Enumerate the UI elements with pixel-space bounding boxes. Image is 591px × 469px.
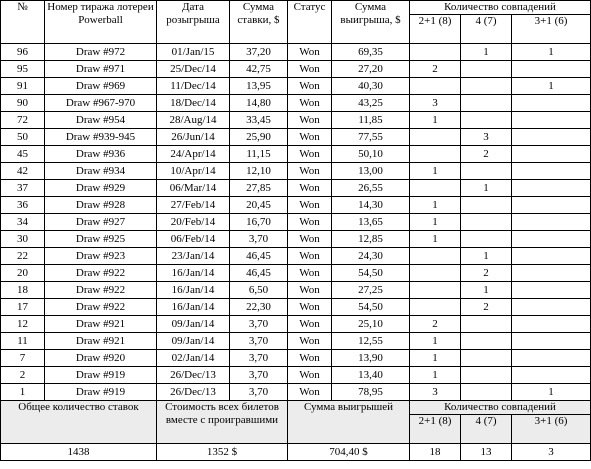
cell-match-2plus1 [410,299,461,316]
cell-win: 26,55 [332,180,410,197]
cell-win: 54,50 [332,299,410,316]
cell-match-2plus1 [410,282,461,299]
cell-match-3plus1 [512,231,591,248]
cell-draw: Draw #921 [45,316,157,333]
cell-num: 37 [1,180,45,197]
cell-match-4: 1 [461,180,512,197]
cell-draw: Draw #954 [45,112,157,129]
header-date: Дата розыгрыша [157,1,230,44]
header-status: Статус [288,1,332,44]
cell-draw: Draw #922 [45,265,157,282]
table-row [1,333,591,350]
summary-match-4: 4 (7) [461,415,512,444]
cell-status: Won [288,146,332,163]
cell-bet: 25,90 [230,129,288,146]
cell-num: 30 [1,231,45,248]
cell-status: Won [288,265,332,282]
cell-num: 45 [1,146,45,163]
cell-match-4: 1 [461,248,512,265]
cell-match-2plus1: 1 [410,367,461,384]
table-row [1,265,591,282]
cell-date: 26/Dec/13 [157,384,230,401]
cell-bet: 27,85 [230,180,288,197]
cell-match-2plus1 [410,146,461,163]
cell-match-3plus1 [512,112,591,129]
cell-status: Won [288,163,332,180]
cell-match-3plus1 [512,367,591,384]
cell-bet: 3,70 [230,384,288,401]
cell-match-3plus1: 1 [512,44,591,61]
cell-match-3plus1 [512,299,591,316]
cell-win: 13,40 [332,367,410,384]
cell-status: Won [288,316,332,333]
cell-match-3plus1 [512,316,591,333]
cell-num: 17 [1,299,45,316]
cell-match-4: 2 [461,146,512,163]
cell-bet: 22,30 [230,299,288,316]
cell-bet: 11,15 [230,146,288,163]
cell-match-4 [461,214,512,231]
table-row [1,163,591,180]
cell-status: Won [288,384,332,401]
cell-bet: 3,70 [230,316,288,333]
cell-num: 50 [1,129,45,146]
cell-match-4: 3 [461,129,512,146]
table-row [1,112,591,129]
cell-match-3plus1 [512,197,591,214]
cell-num: 36 [1,197,45,214]
cell-date: 10/Apr/14 [157,163,230,180]
summary-cost: 1352 $ [157,444,288,461]
cell-match-4: 2 [461,265,512,282]
cell-match-2plus1 [410,265,461,282]
cell-draw: Draw #971 [45,61,157,78]
cell-win: 77,55 [332,129,410,146]
cell-bet: 3,70 [230,231,288,248]
header-row [1,1,591,15]
cell-match-2plus1: 1 [410,231,461,248]
cell-num: 12 [1,316,45,333]
cell-win: 25,10 [332,316,410,333]
header-match-2plus1: 2+1 (8) [410,15,461,44]
cell-bet: 14,80 [230,95,288,112]
summary-winnings: 704,40 $ [288,444,410,461]
cell-match-3plus1 [512,180,591,197]
cell-match-4 [461,350,512,367]
cell-draw: Draw #922 [45,299,157,316]
header-bet: Сумма ставки, $ [230,1,288,44]
cell-match-2plus1 [410,78,461,95]
cell-status: Won [288,299,332,316]
cell-match-2plus1: 2 [410,61,461,78]
cell-match-4 [461,384,512,401]
cell-match-2plus1: 1 [410,350,461,367]
cell-draw: Draw #939-945 [45,129,157,146]
cell-match-4 [461,333,512,350]
cell-draw: Draw #936 [45,146,157,163]
summary-winnings-label: Сумма выигрышей [288,401,410,444]
cell-bet: 12,10 [230,163,288,180]
cell-date: 26/Jun/14 [157,129,230,146]
cell-win: 43,25 [332,95,410,112]
cell-win: 27,25 [332,282,410,299]
cell-date: 28/Aug/14 [157,112,230,129]
summary-total-2plus1: 18 [410,444,461,461]
cell-win: 14,30 [332,197,410,214]
cell-status: Won [288,95,332,112]
table-row [1,231,591,248]
cell-win: 24,30 [332,248,410,265]
table-row [1,180,591,197]
cell-bet: 46,45 [230,265,288,282]
cell-num: 34 [1,214,45,231]
cell-match-4 [461,112,512,129]
cell-status: Won [288,61,332,78]
cell-match-2plus1: 1 [410,197,461,214]
cell-match-3plus1: 1 [512,78,591,95]
cell-match-4 [461,231,512,248]
cell-date: 24/Apr/14 [157,146,230,163]
table-row [1,61,591,78]
cell-match-3plus1 [512,61,591,78]
cell-draw: Draw #928 [45,197,157,214]
cell-match-3plus1 [512,350,591,367]
cell-num: 96 [1,44,45,61]
summary-header-row [1,401,591,415]
cell-date: 09/Jan/14 [157,316,230,333]
cell-date: 26/Dec/13 [157,367,230,384]
cell-match-2plus1 [410,248,461,265]
cell-status: Won [288,231,332,248]
table-row [1,299,591,316]
cell-date: 23/Jan/14 [157,248,230,265]
table-row [1,197,591,214]
cell-match-4 [461,316,512,333]
header-matches: Количество совпадений [410,1,591,15]
cell-bet: 3,70 [230,333,288,350]
cell-match-2plus1 [410,180,461,197]
cell-status: Won [288,350,332,367]
cell-match-4 [461,61,512,78]
cell-num: 42 [1,163,45,180]
cell-draw: Draw #921 [45,333,157,350]
cell-draw: Draw #923 [45,248,157,265]
cell-status: Won [288,214,332,231]
cell-match-4 [461,197,512,214]
cell-win: 54,50 [332,265,410,282]
cell-win: 27,20 [332,61,410,78]
header-num: № [1,1,45,44]
cell-bet: 33,45 [230,112,288,129]
cell-match-2plus1: 3 [410,384,461,401]
cell-date: 11/Dec/14 [157,78,230,95]
cell-match-3plus1 [512,163,591,180]
table-row [1,350,591,367]
cell-num: 22 [1,248,45,265]
cell-draw: Draw #920 [45,350,157,367]
cell-match-4 [461,367,512,384]
cell-match-4: 1 [461,44,512,61]
cell-status: Won [288,248,332,265]
cell-date: 20/Feb/14 [157,214,230,231]
cell-date: 25/Dec/14 [157,61,230,78]
cell-win: 12,55 [332,333,410,350]
cell-date: 09/Jan/14 [157,333,230,350]
table-row [1,316,591,333]
cell-status: Won [288,367,332,384]
cell-match-4 [461,78,512,95]
cell-num: 95 [1,61,45,78]
header-win: Сумма выигрыша, $ [332,1,410,44]
cell-date: 16/Jan/14 [157,299,230,316]
cell-num: 7 [1,350,45,367]
cell-num: 72 [1,112,45,129]
cell-draw: Draw #919 [45,384,157,401]
summary-cost-label: Стоимость всех билетов вместе с проигравшими [157,401,288,444]
table-row [1,44,591,61]
cell-status: Won [288,129,332,146]
cell-draw: Draw #934 [45,163,157,180]
cell-num: 1 [1,384,45,401]
cell-match-2plus1 [410,44,461,61]
table-row [1,248,591,265]
cell-match-3plus1 [512,265,591,282]
cell-match-2plus1: 1 [410,112,461,129]
cell-draw: Draw #972 [45,44,157,61]
summary-total-bets-label: Общее количество ставок [1,401,157,444]
table-row [1,129,591,146]
cell-draw: Draw #919 [45,367,157,384]
cell-match-3plus1 [512,146,591,163]
cell-date: 18/Dec/14 [157,95,230,112]
cell-win: 12,85 [332,231,410,248]
cell-win: 40,30 [332,78,410,95]
table-row [1,384,591,401]
header-match-4: 4 (7) [461,15,512,44]
cell-match-3plus1 [512,214,591,231]
cell-draw: Draw #922 [45,282,157,299]
cell-date: 16/Jan/14 [157,265,230,282]
cell-bet: 46,45 [230,248,288,265]
cell-bet: 3,70 [230,350,288,367]
cell-date: 27/Feb/14 [157,197,230,214]
cell-status: Won [288,44,332,61]
cell-num: 2 [1,367,45,384]
cell-date: 01/Jan/15 [157,44,230,61]
cell-date: 06/Mar/14 [157,180,230,197]
cell-num: 18 [1,282,45,299]
cell-date: 02/Jan/14 [157,350,230,367]
cell-draw: Draw #927 [45,214,157,231]
cell-bet: 3,70 [230,367,288,384]
cell-match-4 [461,163,512,180]
table-row [1,146,591,163]
cell-status: Won [288,78,332,95]
summary-match-2plus1: 2+1 (8) [410,415,461,444]
summary-totals-row [1,444,591,461]
cell-status: Won [288,333,332,350]
cell-match-3plus1 [512,248,591,265]
summary-match-3plus1: 3+1 (6) [512,415,591,444]
table-row [1,95,591,112]
summary-matches-label: Количество совпадений [410,401,591,415]
cell-bet: 16,70 [230,214,288,231]
cell-match-3plus1 [512,333,591,350]
header-match-3plus1: 3+1 (6) [512,15,591,44]
cell-win: 13,00 [332,163,410,180]
cell-status: Won [288,180,332,197]
cell-match-2plus1: 3 [410,95,461,112]
cell-match-3plus1 [512,95,591,112]
cell-status: Won [288,282,332,299]
cell-num: 20 [1,265,45,282]
cell-draw: Draw #967-970 [45,95,157,112]
cell-bet: 42,75 [230,61,288,78]
cell-match-2plus1: 2 [410,316,461,333]
cell-draw: Draw #929 [45,180,157,197]
cell-status: Won [288,197,332,214]
table-row [1,78,591,95]
cell-win: 69,35 [332,44,410,61]
cell-bet: 6,50 [230,282,288,299]
cell-win: 13,65 [332,214,410,231]
cell-win: 50,10 [332,146,410,163]
cell-match-4: 2 [461,299,512,316]
table-row [1,282,591,299]
cell-match-2plus1: 1 [410,333,461,350]
cell-match-4: 1 [461,282,512,299]
cell-status: Won [288,112,332,129]
cell-bet: 13,95 [230,78,288,95]
header-draw: Номер тиража лотереи Powerball [45,1,157,44]
table-row [1,214,591,231]
cell-date: 06/Feb/14 [157,231,230,248]
cell-win: 11,85 [332,112,410,129]
cell-win: 78,95 [332,384,410,401]
table-row [1,367,591,384]
cell-match-4 [461,95,512,112]
summary-total-4: 13 [461,444,512,461]
cell-bet: 37,20 [230,44,288,61]
cell-match-3plus1 [512,129,591,146]
cell-match-2plus1: 1 [410,214,461,231]
cell-date: 16/Jan/14 [157,282,230,299]
cell-num: 90 [1,95,45,112]
cell-match-3plus1 [512,282,591,299]
cell-num: 91 [1,78,45,95]
cell-match-2plus1 [410,129,461,146]
cell-draw: Draw #925 [45,231,157,248]
cell-match-3plus1: 1 [512,384,591,401]
cell-win: 13,90 [332,350,410,367]
summary-total-3plus1: 3 [512,444,591,461]
cell-draw: Draw #969 [45,78,157,95]
cell-match-2plus1: 1 [410,163,461,180]
cell-bet: 20,45 [230,197,288,214]
cell-num: 11 [1,333,45,350]
summary-total-bets: 1438 [1,444,157,461]
